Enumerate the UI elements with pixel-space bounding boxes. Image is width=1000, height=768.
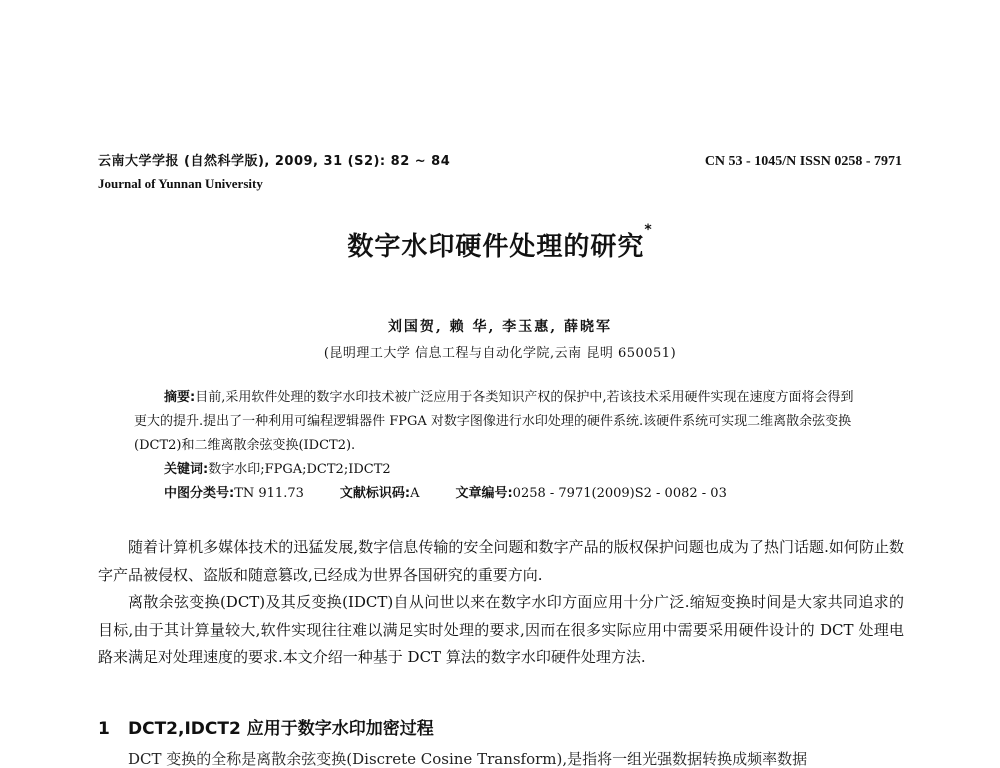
section-number: 1 [98,719,110,739]
doc-code-value: A [410,486,420,501]
abstract-text: 目前,采用软件处理的数字水印技术被广泛应用于各类知识产权的保护中,若该技术采用硬件实现在速度方面将会得到更大的提升.提出了一种利用可编程逻辑器件 FPGA 对数字图像进行水印处理的硬件系统.该硬件系统可实现二维离散余弦变换(DCT2)和二维离散余弦变换(IDCT2). [134,390,854,453]
article-no-value: 0258 - 7971(2009)S2 - 0082 - 03 [512,486,727,501]
clc-value: TN 911.73 [234,486,304,501]
keywords-label: 关键词: [164,462,209,477]
body-paragraph: 离散余弦变换(DCT)及其反变换(IDCT)自从问世以来在数字水印方面应用十分广泛.缩短变换时间是大家共同追求的目标,由于其计算量较大,软件实现往往难以满足实时处理的要求,因而在很多实际应用中需要采用硬件设计的 DCT 处理电路来满足对处理速度的要求.本文介绍一种基于 DCT 算法的数字水印硬件处理方法. [98,593,904,666]
journal-name-en: Journal of Yunnan University [98,176,263,191]
section-title: DCT2,IDCT2 应用于数字水印加密过程 [128,719,434,739]
abstract-label: 摘要: [164,390,196,405]
keywords-text: 数字水印;FPGA;DCT2;IDCT2 [208,462,391,477]
paper-title [0,222,1000,263]
author-affiliation: (昆明理工大学 信息工程与自动化学院,云南 昆明 650051) [323,346,677,361]
paper-title-text: 数字水印硬件处理的研究 [347,232,645,262]
author-list: 刘国贺, 赖 华, 李玉惠, 薛晓军 [387,319,613,335]
title-footnote-mark: * [644,222,653,238]
abstract-paragraph [134,386,866,458]
journal-issn: CN 53 - 1045/N ISSN 0258 - 7971 [704,154,902,169]
doc-code-label: 文献标识码: [339,486,411,501]
section-heading [98,714,434,739]
classification-line [134,482,866,506]
journal-citation: 云南大学学报 (自然科学版), 2009, 31 (S2): 82 ~ 84 [98,154,451,169]
clc-label: 中图分类号: [164,486,235,501]
abstract-block [134,386,866,506]
cutoff-text-line: DCT 变换的全称是离散余弦变换(Discrete Cosine Transform),是指将一组光强数据转换成频率数据 [128,750,808,768]
body-paragraph: 随着计算机多媒体技术的迅猛发展,数字信息传输的安全问题和数字产品的版权保护问题也成为了热门话题.如何防止数字产品被侵权、盗版和随意篡改,已经成为世界各国研究的重要方向. [98,538,904,584]
body-text [98,534,904,672]
journal-header [98,150,902,192]
keywords-line [134,458,866,482]
article-no-label: 文章编号: [455,486,513,501]
